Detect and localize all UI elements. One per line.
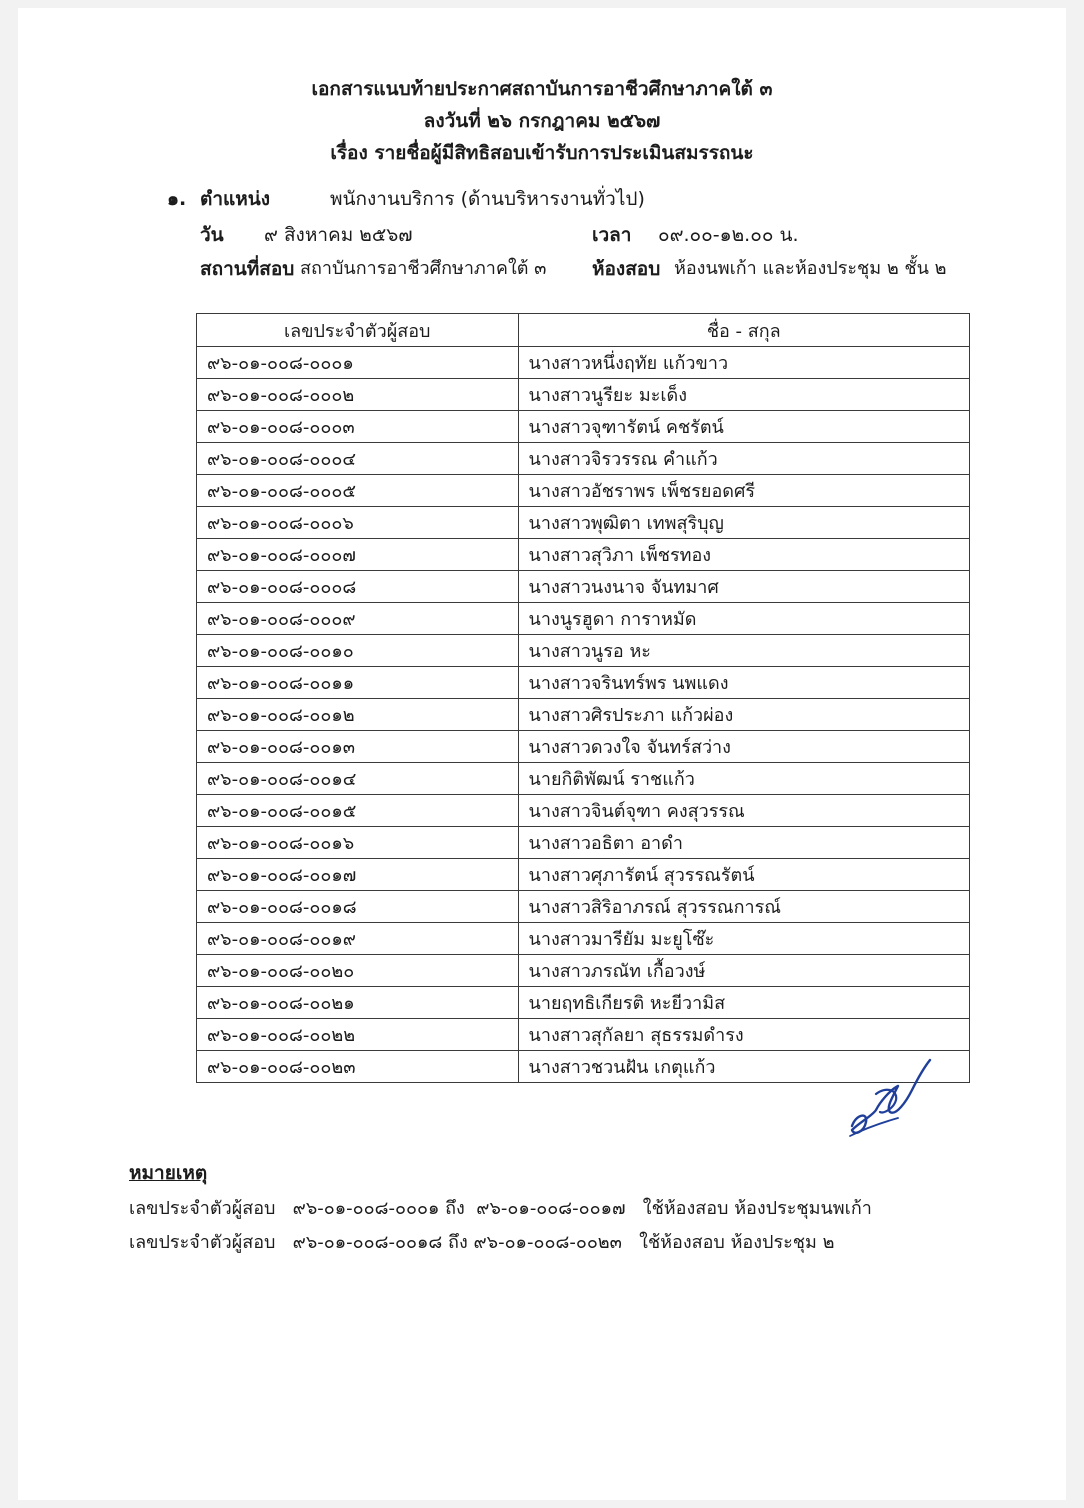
- table-row: [197, 955, 970, 987]
- table-row: [197, 987, 970, 1019]
- examinee-name-cell: นายกิติพัฒน์ ราชแก้ว: [518, 763, 969, 795]
- examinee-id-cell: ๙๖-๐๑-๐๐๘-๐๐๑๗: [197, 859, 519, 891]
- time-value: ๐๙.๐๐-๑๒.๐๐ น.: [658, 224, 799, 246]
- examinee-name-cell: นางสาวอธิตา อาดำ: [518, 827, 969, 859]
- examinee-name-cell: นางสาวนงนาจ จันทมาศ: [518, 571, 969, 603]
- note-to-word: ถึง: [445, 1198, 465, 1219]
- table-row: [197, 763, 970, 795]
- position-value: พนักงานบริการ (ด้านบริหารงานทั่วไป): [330, 188, 645, 210]
- note-range-from: ๙๖-๐๑-๐๐๘-๐๐๐๑: [292, 1198, 440, 1219]
- room-label: ห้องสอบ: [592, 258, 661, 280]
- examinee-id-cell: ๙๖-๐๑-๐๐๘-๐๐๐๗: [197, 539, 519, 571]
- venue-label: สถานที่สอบ: [200, 258, 295, 280]
- header-title: เอกสารแนบท้ายประกาศสถาบันการอาชีวศึกษาภาคใต้ ๓: [311, 78, 773, 100]
- examinee-id-cell: ๙๖-๐๑-๐๐๘-๐๐๑๐: [197, 635, 519, 667]
- examinee-name-cell: นางสาวจิรวรรณ คำแก้ว: [518, 443, 969, 475]
- examinee-name-cell: นางสาวชวนฝัน เกตุแก้ว: [518, 1051, 969, 1083]
- examinee-id-cell: ๙๖-๐๑-๐๐๘-๐๐๑๙: [197, 923, 519, 955]
- table-row: [197, 699, 970, 731]
- examinee-id-cell: ๙๖-๐๑-๐๐๘-๐๐๐๙: [197, 603, 519, 635]
- table-row: [197, 795, 970, 827]
- table-row: [197, 603, 970, 635]
- examinee-id-cell: ๙๖-๐๑-๐๐๘-๐๐๒๑: [197, 987, 519, 1019]
- examinee-id-cell: ๙๖-๐๑-๐๐๘-๐๐๐๖: [197, 507, 519, 539]
- examinee-name-cell: นางสาวพุฒิตา เทพสุริบุญ: [518, 507, 969, 539]
- note-label: เลขประจำตัวผู้สอบ: [129, 1198, 276, 1219]
- table-row: [197, 379, 970, 411]
- table-row: [197, 539, 970, 571]
- table-row: [197, 443, 970, 475]
- examinee-id-cell: ๙๖-๐๑-๐๐๘-๐๐๑๖: [197, 827, 519, 859]
- examinee-id-cell: ๙๖-๐๑-๐๐๘-๐๐๑๕: [197, 795, 519, 827]
- note-to-word: ถึง: [448, 1232, 468, 1253]
- time-label: เวลา: [592, 224, 632, 246]
- examinee-name-cell: นางสาวสิริอาภรณ์ สุวรรณการณ์: [518, 891, 969, 923]
- examinee-name-cell: นางสาวศิรประภา แก้วผ่อง: [518, 699, 969, 731]
- table-row: [197, 827, 970, 859]
- header-subject: เรื่อง รายชื่อผู้มีสิทธิสอบเข้ารับการประเมินสมรรถนะ: [330, 142, 754, 164]
- note-range-from: ๙๖-๐๑-๐๐๘-๐๐๑๘: [292, 1232, 443, 1253]
- table-row: [197, 507, 970, 539]
- examinee-name-cell: นายฤทธิเกียรติ หะยีวามิส: [518, 987, 969, 1019]
- examinee-id-cell: ๙๖-๐๑-๐๐๘-๐๐๒๒: [197, 1019, 519, 1051]
- table-header-row: [197, 314, 970, 347]
- examinee-name-cell: นางสาวหนึ่งฤทัย แก้วขาว: [518, 347, 969, 379]
- examinee-name-cell: นางสาวอัชราพร เพ็ชรยอดศรี: [518, 475, 969, 507]
- note-line-1: [129, 1196, 872, 1222]
- position-label: ตำแหน่ง: [200, 188, 271, 210]
- examinee-name-cell: นางสาวจุฑารัตน์ คชรัตน์: [518, 411, 969, 443]
- table-row: [197, 411, 970, 443]
- examinee-name-cell: นางสาวสุวิภา เพ็ชรทอง: [518, 539, 969, 571]
- header-date: ลงวันที่ ๒๖ กรกฎาคม ๒๕๖๗: [423, 110, 661, 132]
- note-room: ใช้ห้องสอบ ห้องประชุมนพเก้า: [642, 1198, 872, 1219]
- examinee-name-cell: นางนูรฮูดา การาหมัด: [518, 603, 969, 635]
- examinee-id-cell: ๙๖-๐๑-๐๐๘-๐๐๑๘: [197, 891, 519, 923]
- examinee-id-cell: ๙๖-๐๑-๐๐๘-๐๐๐๒: [197, 379, 519, 411]
- examinee-id-cell: ๙๖-๐๑-๐๐๘-๐๐๐๘: [197, 571, 519, 603]
- table-body: [197, 347, 970, 1083]
- column-header-id: เลขประจำตัวผู้สอบ: [197, 314, 519, 347]
- note-room: ใช้ห้องสอบ ห้องประชุม ๒: [639, 1232, 835, 1253]
- table-row: [197, 859, 970, 891]
- examinee-name-cell: นางสาวมารียัม มะยูโซ๊ะ: [518, 923, 969, 955]
- note-range-to: ๙๖-๐๑-๐๐๘-๐๐๒๓: [473, 1232, 622, 1253]
- table-row: [197, 347, 970, 379]
- examinee-name-cell: นางสาวนูรียะ มะเด็ง: [518, 379, 969, 411]
- notes-title: หมายเหตุ: [129, 1162, 208, 1184]
- examinee-id-cell: ๙๖-๐๑-๐๐๘-๐๐๒๐: [197, 955, 519, 987]
- venue-value: สถาบันการอาชีวศึกษาภาคใต้ ๓: [300, 258, 547, 279]
- table-row: [197, 923, 970, 955]
- examinee-id-cell: ๙๖-๐๑-๐๐๘-๐๐๑๒: [197, 699, 519, 731]
- examinee-id-cell: ๙๖-๐๑-๐๐๘-๐๐๐๔: [197, 443, 519, 475]
- column-header-name: ชื่อ - สกุล: [518, 314, 969, 347]
- examinee-name-cell: นางสาวศุภารัตน์ สุวรรณรัตน์: [518, 859, 969, 891]
- examinee-name-cell: นางสาวสุกัลยา สุธรรมดำรง: [518, 1019, 969, 1051]
- table-row: [197, 571, 970, 603]
- table-row: [197, 475, 970, 507]
- examinee-name-cell: นางสาวดวงใจ จันทร์สว่าง: [518, 731, 969, 763]
- note-label: เลขประจำตัวผู้สอบ: [129, 1232, 276, 1253]
- examinee-id-cell: ๙๖-๐๑-๐๐๘-๐๐๑๔: [197, 763, 519, 795]
- table-row: [197, 731, 970, 763]
- examinee-name-cell: นางสาวนูรอ หะ: [518, 635, 969, 667]
- examinee-name-cell: นางสาวจรินทร์พร นพแดง: [518, 667, 969, 699]
- examinee-id-cell: ๙๖-๐๑-๐๐๘-๐๐๒๓: [197, 1051, 519, 1083]
- day-label: วัน: [200, 224, 224, 246]
- table-row: [197, 891, 970, 923]
- day-value: ๙ สิงหาคม ๒๕๖๗: [264, 224, 413, 246]
- examinee-id-cell: ๙๖-๐๑-๐๐๘-๐๐๑๓: [197, 731, 519, 763]
- examinee-id-cell: ๙๖-๐๑-๐๐๘-๐๐๐๕: [197, 475, 519, 507]
- examinee-name-cell: นางสาวภรณัท เกื้อวงษ์: [518, 955, 969, 987]
- examinee-table: [196, 313, 970, 1083]
- table-row: [197, 1019, 970, 1051]
- section-number: ๑.: [167, 188, 187, 210]
- room-value: ห้องนพเก้า และห้องประชุม ๒ ชั้น ๒: [674, 258, 947, 279]
- note-line-2: [129, 1230, 834, 1256]
- examinee-name-cell: นางสาวจินต์จุฑา คงสุวรรณ: [518, 795, 969, 827]
- table-row: [197, 635, 970, 667]
- signature-mark: [846, 1056, 936, 1140]
- table-row: [197, 667, 970, 699]
- examinee-id-cell: ๙๖-๐๑-๐๐๘-๐๐๑๑: [197, 667, 519, 699]
- examinee-id-cell: ๙๖-๐๑-๐๐๘-๐๐๐๑: [197, 347, 519, 379]
- examinee-id-cell: ๙๖-๐๑-๐๐๘-๐๐๐๓: [197, 411, 519, 443]
- note-range-to: ๙๖-๐๑-๐๐๘-๐๐๑๗: [476, 1198, 626, 1219]
